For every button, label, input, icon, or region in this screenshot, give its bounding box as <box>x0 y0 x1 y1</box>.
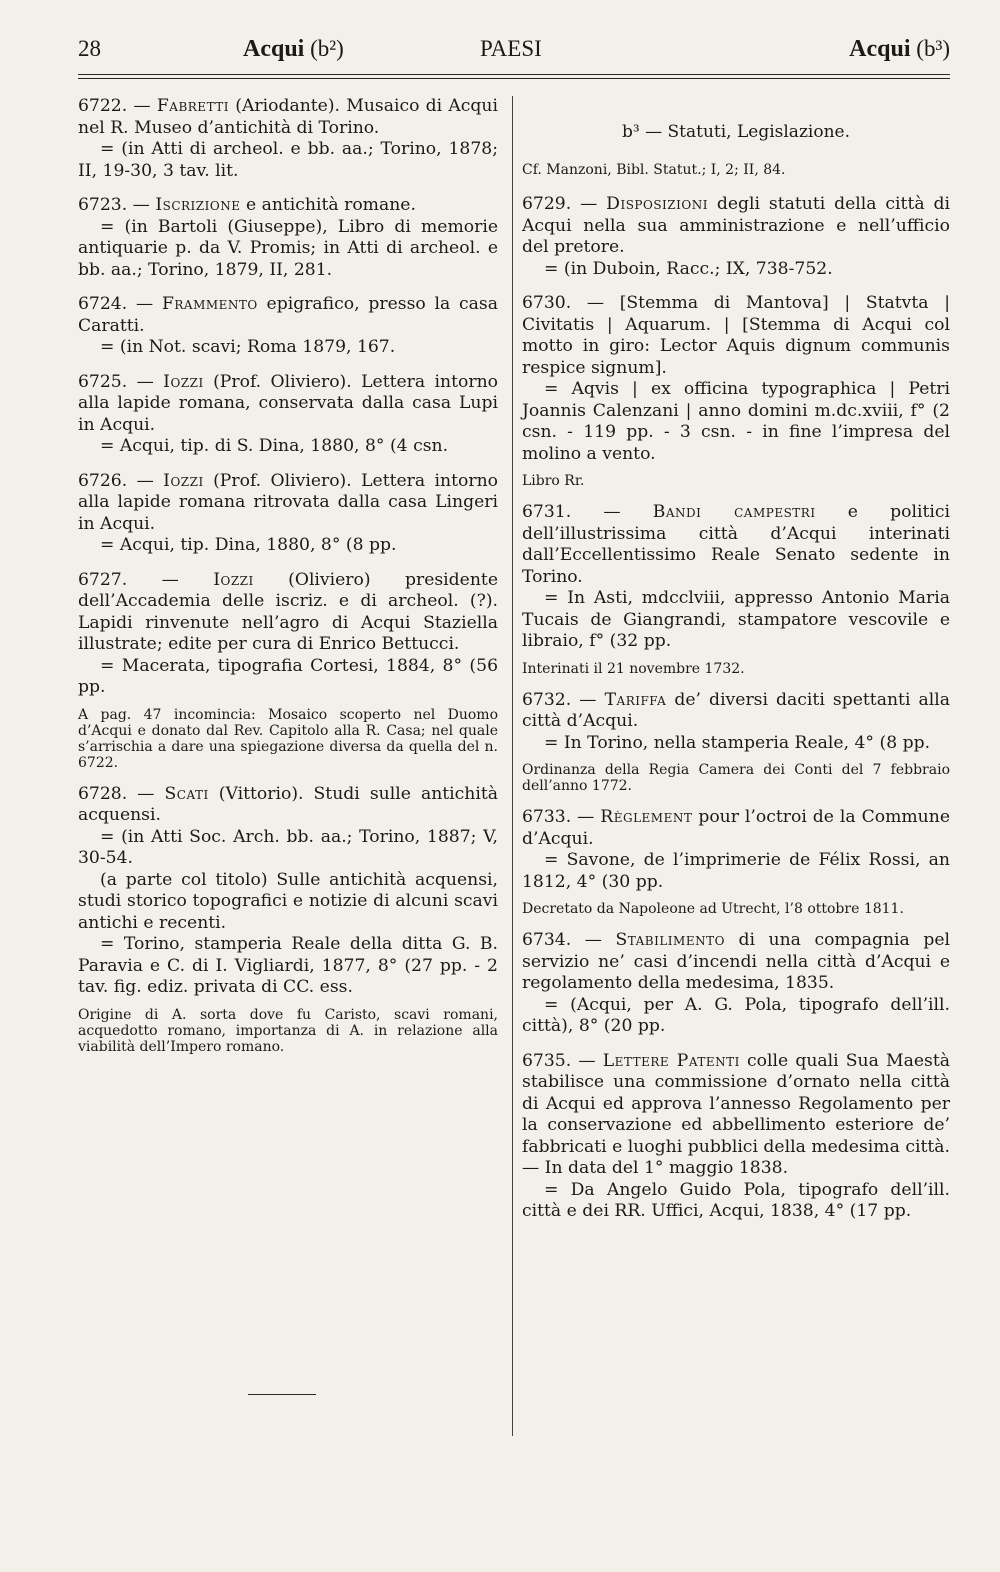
entry-number: 6725. — <box>78 371 154 392</box>
end-rule <box>248 1394 316 1395</box>
entry-main <box>78 294 498 337</box>
entry-body: pour l’octroi de la Commune d’Acqui. <box>522 807 950 849</box>
left-title-suffix: (b²) <box>310 36 344 61</box>
bibliography-entry <box>522 194 950 280</box>
entry-imprint: (a parte col titolo) Sulle antichità acquensi, studi storico topografici e notizie di alcuni scavi antichi e recenti. <box>78 869 498 933</box>
right-title-place: Acqui <box>849 36 911 62</box>
entry-imprint: = (Acqui, per A. G. Pola, tipografo dell’ill. città), 8° (20 pp. <box>522 994 950 1036</box>
entry-author: Iozzi <box>213 569 254 590</box>
entry-imprint: = (in Duboin, Racc.; IX, 738-752. <box>544 258 833 279</box>
entry-body: e antichità romane. <box>240 195 416 215</box>
entry-imprint: = Torino, stamperia Reale della ditta G. B. Paravia e C. di I. Vigliardi, 1877, 8° (27 pp. - 2 tav. fig. ediz. privata di CC. ess. <box>78 934 498 997</box>
entry-author: Frammento <box>161 294 258 314</box>
entry-body: epigrafico, presso la casa Caratti. <box>78 294 498 336</box>
entry-imprint: = (in Atti di archeol. e bb. aa.; Torino, 1878; II, 19-30, 3 tav. lit. <box>78 139 498 181</box>
bibliography-entry <box>78 784 498 1055</box>
bibliography-entry <box>522 502 950 677</box>
entry-imprint: = Macerata, tipografia Cortesi, 1884, 8° (56 pp. <box>78 655 498 697</box>
left-title-place: Acqui <box>243 36 305 62</box>
entry-main <box>78 96 498 139</box>
entry-imprint: = Da Angelo Guido Pola, tipografo dell’ill. città e dei RR. Uffici, Acqui, 1838, 4° (17 pp. <box>522 1179 950 1221</box>
bibliography-entry <box>522 293 950 489</box>
entry-body: (Prof. Oliviero). Lettera intorno alla lapide romana ritrovata dalla casa Lingeri in Acqui. <box>78 470 498 534</box>
entry-main <box>78 195 498 217</box>
bibliography-entry <box>78 294 498 359</box>
entry-number: 6734. — <box>522 930 602 950</box>
cross-reference: Cf. Manzoni, Bibl. Statut.; I, 2; II, 84. <box>522 162 786 178</box>
entry-main <box>78 372 498 437</box>
entry-main <box>522 930 950 995</box>
entry-body: (Oliviero) presidente dell’Accademia delle iscriz. e di archeol. (?). Lapidi rinvenute nell’agro di Acqui Staziella illustrate; edite per cura di Enrico Bettucci. <box>78 569 499 654</box>
entry-author: Bandi campestri <box>652 502 816 522</box>
right-running-title <box>849 36 950 63</box>
entry-note: Libro Rr. <box>522 473 585 489</box>
bibliography-entry <box>522 930 950 1038</box>
entry-number: 6726. — <box>78 470 154 491</box>
entry-body: colle quali Sua Maestà stabilisce una commissione d’ornato nella città di Acqui ed approva l’annesso Regolamento per la conservazione ed abbellimento esteriore de’ fabbricati e luoghi pubblici della medesima città. — In data del 1° maggio 1838. <box>522 1050 951 1178</box>
entry-number: 6733. — <box>522 807 595 827</box>
entry-imprint: = Aqvis | ex officina typographica | Petri Joannis Calenzani | anno domini m.dc.xviii, f° (2 csn. - 119 pp. - 3 csn. - in fine l’impresa del molino a vento. <box>522 379 950 464</box>
entry-author: Iscrizione <box>155 195 241 215</box>
entry-main <box>78 784 498 827</box>
entry-main <box>522 194 950 259</box>
entry-number: 6735. — <box>522 1050 596 1071</box>
entry-imprint: = Savone, de l’imprimerie de Félix Rossi, an 1812, 4° (30 pp. <box>522 850 950 892</box>
entry-main <box>78 570 498 656</box>
bibliography-entry <box>522 807 950 917</box>
entry-main <box>522 293 950 379</box>
right-title-suffix: (b³) <box>916 36 950 61</box>
section-heading: b³ — Statuti, Legislazione. <box>622 122 850 142</box>
right-column <box>522 96 950 1236</box>
entry-author: Iozzi <box>163 371 204 392</box>
entry-author: Stabilimento <box>615 930 725 950</box>
entry-imprint: = (in Not. scavi; Roma 1879, 167. <box>100 337 396 357</box>
entry-number: 6730. — <box>522 293 605 313</box>
entry-body: de’ diversi daciti spettanti alla città d’Acqui. <box>522 689 951 731</box>
bibliography-entry <box>78 96 498 182</box>
entry-main <box>78 471 498 536</box>
left-running-title <box>243 36 344 63</box>
bibliography-entry <box>78 471 498 557</box>
entry-note: Decretato da Napoleone ad Utrecht, l’8 ottobre 1811. <box>522 901 904 917</box>
entry-imprint: = (in Atti Soc. Arch. bb. aa.; Torino, 1887; V, 30-54. <box>78 826 498 868</box>
entry-number: 6728. — <box>78 783 155 804</box>
entry-author: Iozzi <box>163 470 204 491</box>
entry-imprint: = In Asti, mdcclviii, appresso Antonio Maria Tucais de Giangrandi, stampatore vescovile e libraio, f° (32 pp. <box>522 588 950 651</box>
entry-author: Règlement <box>600 807 693 827</box>
entry-number: 6732. — <box>522 689 597 710</box>
entry-author: Tariffa <box>604 689 667 710</box>
entry-note: A pag. 47 incomincia: Mosaico scoperto nel Duomo d’Acqui e donato dal Rev. Capitolo alla R. Casa; nel quale s’arrischia a dare una spiegazione diversa da quella del n. 6722. <box>78 706 498 771</box>
entry-main <box>522 502 950 588</box>
entry-body: (Vittorio). Studi sulle antichità acquensi. <box>78 783 499 825</box>
entry-imprint: = (in Bartoli (Giuseppe), Libro di memorie antiquarie p. da V. Promis; in Atti di archeol. e bb. aa.; Torino, 1879, II, 281. <box>78 216 498 280</box>
entry-main <box>522 807 950 850</box>
left-column <box>78 96 498 1068</box>
entry-note: Ordinanza della Regia Camera dei Conti del 7 febbraio dell’anno 1772. <box>522 762 950 794</box>
entry-body: (Prof. Oliviero). Lettera intorno alla lapide romana, conservata dalla casa Lupi in Acqui. <box>78 371 498 435</box>
bibliography-entry <box>78 570 498 771</box>
entry-imprint: = In Torino, nella stamperia Reale, 4° (8 pp. <box>544 732 931 753</box>
entry-body: e politici dell’illustrissima città d’Acqui interinati dall’Eccellentissimo Reale Senato sedente in Torino. <box>522 502 950 587</box>
entry-body: degli statuti della città di Acqui nella sua amministrazione e nell’ufficio del pretore. <box>522 194 950 257</box>
bibliography-entry <box>522 1051 950 1223</box>
center-running-title: PAESI <box>480 36 542 61</box>
entry-imprint: = Acqui, tip. di S. Dina, 1880, 8° (4 csn. <box>100 436 449 456</box>
bibliography-entry <box>78 372 498 458</box>
column-divider <box>512 96 513 1436</box>
bibliography-entry <box>522 690 950 795</box>
entry-number: 6729. — <box>522 194 598 214</box>
bibliography-entry <box>78 195 498 281</box>
entry-number: 6724. — <box>78 294 154 314</box>
entry-number: 6722. — <box>78 96 151 116</box>
entry-author: Scati <box>164 783 209 804</box>
entry-note: Origine di A. sorta dove fu Caristo, scavi romani, acquedotto romano, importanza di A. in relazione alla viabilità dell’Impero romano. <box>78 1006 498 1055</box>
entry-note: Interinati il 21 novembre 1732. <box>522 660 745 677</box>
entry-body: [Stemma di Mantova] | Statvta | Civitatis | Aquarum. | [Stemma di Acqui col motto in giro: Lector Aquis dignum communis respice signum]. <box>522 293 950 378</box>
header-rule-bottom <box>78 78 950 79</box>
entry-body: di una compagnia pel servizio ne’ casi d’incendi nella città d’Acqui e regolamento della medesima, 1835. <box>522 930 950 993</box>
entry-imprint: = Acqui, tip. Dina, 1880, 8° (8 pp. <box>100 535 397 555</box>
entry-number: 6723. — <box>78 195 150 215</box>
page-number: 28 <box>78 36 101 61</box>
entry-body: (Ariodante). Musaico di Acqui nel R. Museo d’antichità di Torino. <box>78 96 498 138</box>
entry-main <box>522 1051 950 1180</box>
entry-author: Lettere Patenti <box>602 1050 740 1071</box>
entry-number: 6731. — <box>522 502 621 522</box>
right-entries <box>522 194 950 1223</box>
running-header <box>78 36 950 76</box>
entry-main <box>522 690 950 733</box>
entry-author: Disposizioni <box>606 194 708 214</box>
entry-author: Fabretti <box>156 96 230 116</box>
header-rule-top <box>78 74 950 75</box>
entry-number: 6727. — <box>78 569 179 590</box>
